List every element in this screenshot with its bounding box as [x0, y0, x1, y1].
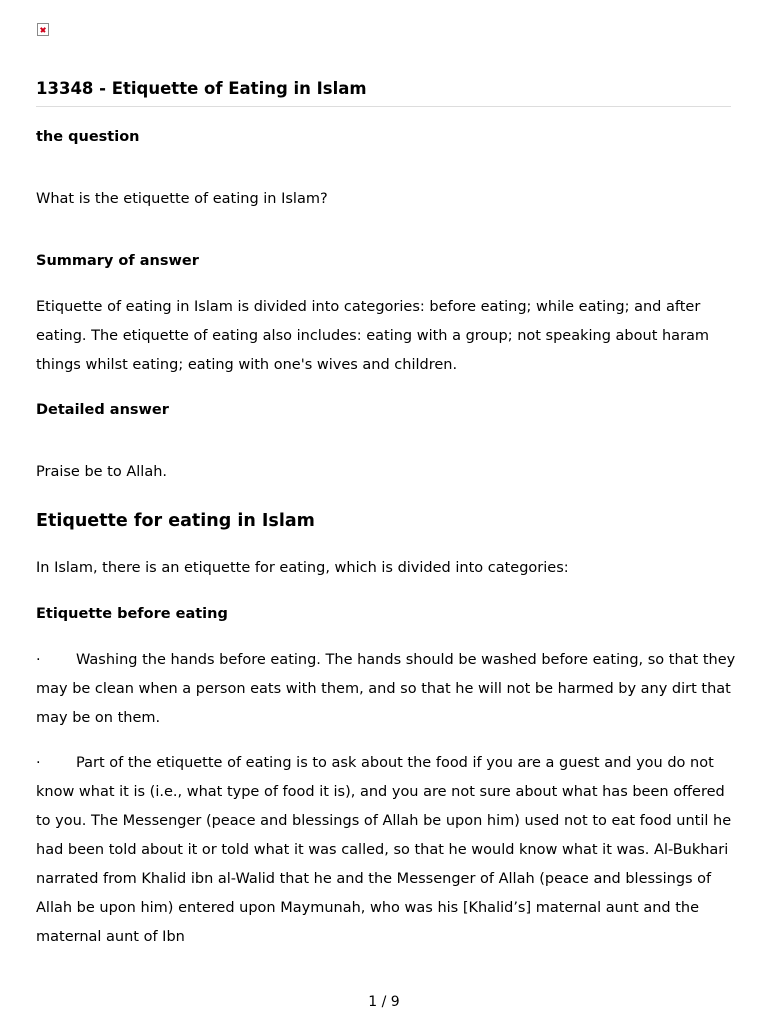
page-title: 13348 - Etiquette of Eating in Islam	[36, 79, 367, 98]
praise-text: Praise be to Allah.	[36, 464, 168, 480]
subsection-heading: Etiquette before eating	[36, 606, 228, 622]
page-indicator: 1 / 9	[368, 994, 400, 1010]
bullet-text: Washing the hands before eating. The hands should be washed before eating, so that they may be clean when a person eats with them, and so that he will not be harmed by any dirt that may be on them.	[36, 652, 736, 726]
bullet-marker: ·	[36, 755, 41, 771]
detailed-answer-label: Detailed answer	[36, 402, 169, 418]
bullet-item	[36, 749, 736, 952]
summary-label: Summary of answer	[36, 253, 199, 269]
title-divider	[36, 106, 731, 107]
intro-text: In Islam, there is an etiquette for eating, which is divided into categories:	[36, 560, 569, 576]
question-label: the question	[36, 129, 140, 145]
section-heading: Etiquette for eating in Islam	[36, 511, 315, 531]
question-text: What is the etiquette of eating in Islam?	[36, 191, 328, 207]
bullet-item	[36, 646, 736, 733]
bullet-text: Part of the etiquette of eating is to ask about the food if you are a guest and you do not know what it is (i.e., what type of food it is), and you are not sure about what has been offered to you. The Messenger (peace and blessings of Allah be upon him) used not to eat food until he had been told about it or told what it was called, so that he would know what it was. Al-Bukhari narrated from Khalid ibn al-Walid that he and the Messenger of Allah (peace and blessings of Allah be upon him) entered upon Maymunah, who was his [Khalid’s] maternal aunt and the maternal aunt of Ibn	[36, 755, 732, 945]
bullet-marker: ·	[36, 652, 41, 668]
broken-image-icon	[37, 23, 49, 36]
summary-text: Etiquette of eating in Islam is divided into categories: before eating; while eating; and after eating. The etiquette of eating also includes: eating with a group; not speaking about haram things whilst eating; eating with one's wives and children.	[36, 299, 710, 373]
